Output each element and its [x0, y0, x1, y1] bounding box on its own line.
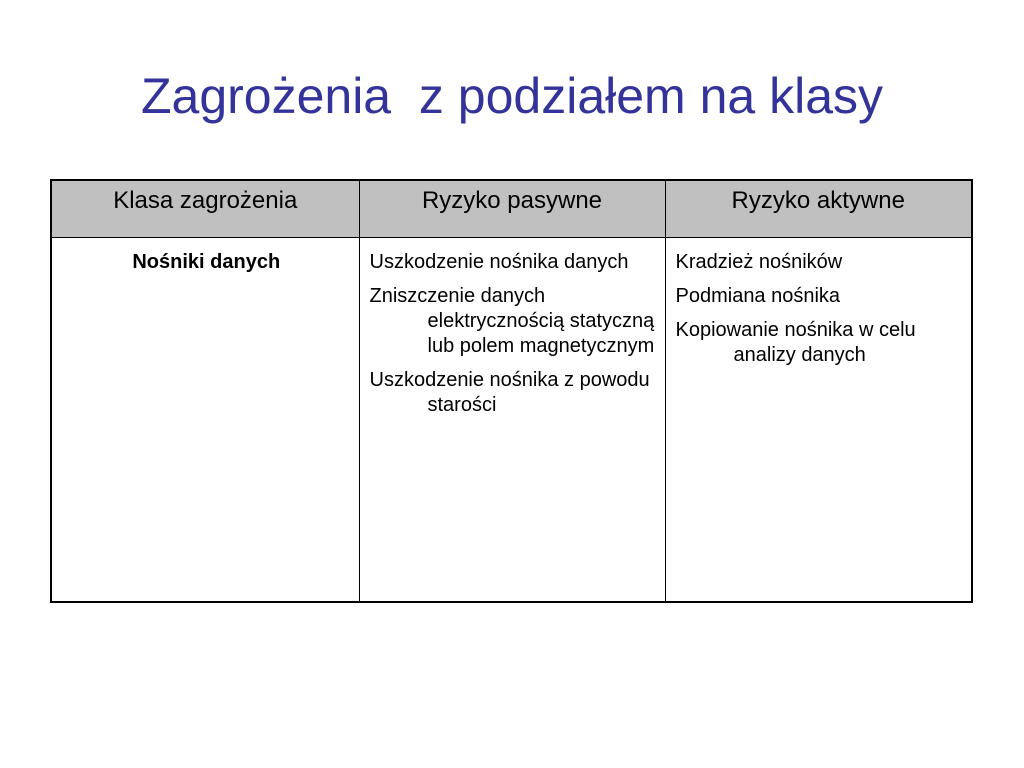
slide-title: Zagrożenia z podziałem na klasy: [140, 68, 884, 124]
active-risk-cell: [665, 237, 972, 602]
active-risk-item: Podmiana nośnika: [675, 284, 841, 307]
passive-risk-item: Uszkodzenie nośnika danych: [369, 250, 629, 273]
active-risk-item: Kopiowanie nośnika w celu analizy danych: [675, 318, 916, 366]
table-header-row: [51, 180, 972, 237]
header-cell-active: Ryzyko aktywne: [665, 180, 972, 237]
passive-risk-item: Zniszczenie danych elektrycznością statyczną lub polem magnetycznym: [369, 284, 655, 357]
passive-risk-item: Uszkodzenie nośnika z powodu starości: [369, 368, 650, 416]
header-cell-passive: Ryzyko pasywne: [359, 180, 665, 237]
threat-class-cell: Nośniki danych: [51, 237, 359, 602]
header-cell-class: Klasa zagrożenia: [51, 180, 359, 237]
table-row: [51, 237, 972, 602]
passive-risk-cell: [359, 237, 665, 602]
threats-table: [50, 179, 973, 603]
active-risk-item: Kradzież nośników: [675, 250, 843, 273]
